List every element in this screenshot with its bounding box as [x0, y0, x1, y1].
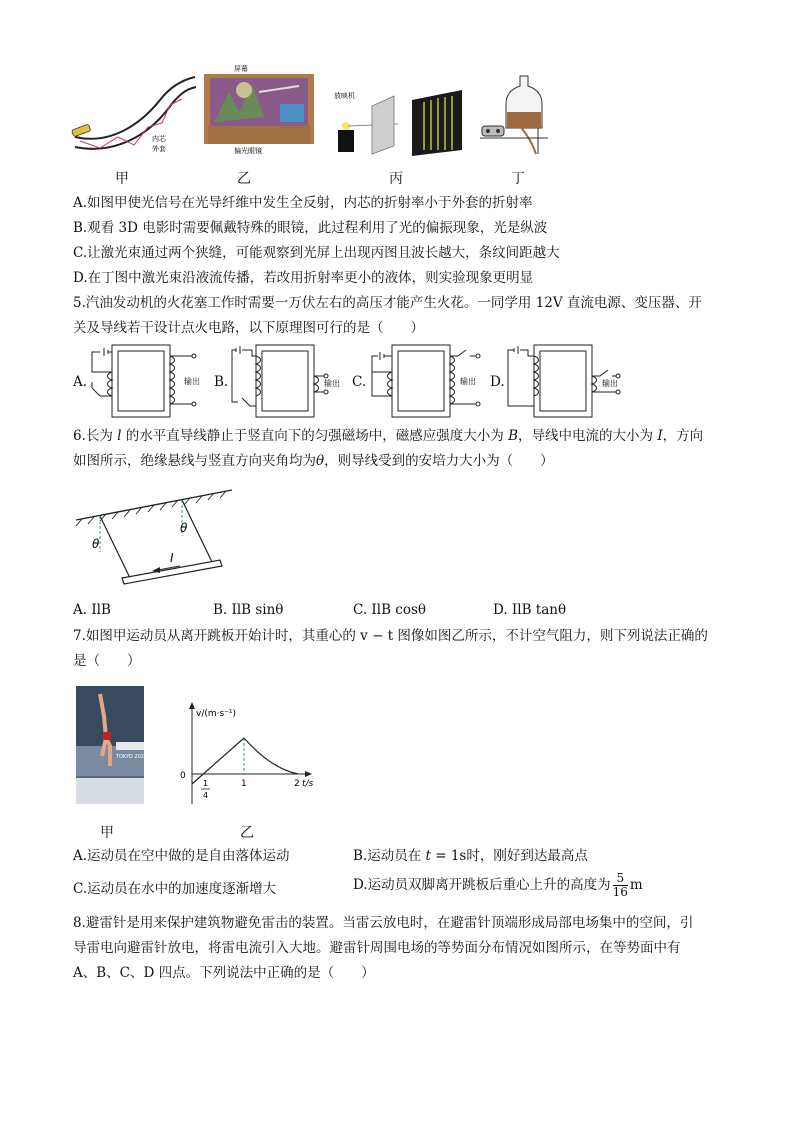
q7-graph-tick-quarter-den: 4 [203, 791, 209, 800]
q6-figure-wire [72, 488, 240, 594]
q6-option-d: D. IlB tanθ [493, 602, 567, 618]
q7-option-a: A.运动员在空中做的是自由落体运动 [73, 848, 290, 864]
q7-option-d-fraction: $\frac{5}{16}$ [612, 871, 628, 899]
fiber-label-clad: 外套 [152, 145, 166, 153]
q4-option-b: B.观看 3D 电影时需要佩戴特殊的眼镜，此过程利用了光的偏振现象，光是纵波 [73, 220, 548, 236]
q5-circuit-c [366, 342, 486, 420]
fiber-label-core: 内芯 [152, 135, 166, 143]
q4-option-c: C.让激光束通过两个狭缝，可能观察到光屏上出现丙图且波长越大，条纹间距越大 [73, 245, 560, 261]
q8-line2: 导雷电向避雷针放电，将雷电流引入大地。避雷针周围电场的等势面分布情况如图所示，在等势面中有 [73, 940, 681, 956]
q7-graph-xlabel: t/s [302, 779, 314, 789]
q5-stem-line2: 关及导线若干设计点火电路，以下原理图可行的是（ ） [73, 320, 424, 336]
q5-b-output: 输出 [324, 379, 340, 388]
q6-fig-theta-left: θ [92, 537, 100, 551]
q5-circuit-b [228, 342, 348, 420]
q6-option-b: B. IlB sinθ [213, 602, 284, 618]
q7-stem-line2: 是（ ） [73, 653, 141, 669]
q5-a-output: 输出 [184, 377, 200, 386]
q7-photo-diver [76, 686, 148, 804]
q7-option-c: C.运动员在水中的加速度逐渐增大 [73, 881, 277, 897]
q6-fig-theta-right: θ [180, 521, 188, 535]
q5-stem-line1: 5.汽油发动机的火花塞工作时需要一万伏左右的高压才能产生火花。一同学用 12V 直流电源、变压器、开 [73, 295, 702, 311]
q5-label-a: A. [73, 374, 88, 390]
figure-fiber [70, 75, 198, 155]
q7-stem-line1: 7.如图甲运动员从离开跳板开始计时，其重心的 v − t 图像如图乙所示，不计空气阻力，则下列说法正确的 [73, 628, 708, 644]
caption-ding: 丁 [511, 171, 525, 187]
caption-jia: 甲 [115, 171, 129, 187]
q5-c-output: 输出 [460, 377, 476, 386]
q7-graph-origin: 0 [180, 771, 186, 781]
q7-graph-tick-2: 2 [294, 779, 300, 789]
q7-graph-tick-1: 1 [241, 779, 247, 789]
q6-stem-line1: 6.长为 l 的水平直导线静止于竖直向下的匀强磁场中，磁感应强度大小为 B，导线中电流的大小为 I，方向 [73, 428, 704, 444]
q7-caption-jia: 甲 [100, 825, 114, 841]
q7-option-b: B.运动员在 t = 1s时，刚好到达最高点 [353, 848, 588, 864]
figure-liquid-stream [476, 72, 560, 156]
q5-circuit-a [86, 342, 210, 420]
q6-fig-current: I [170, 551, 174, 565]
q4-option-a: A.如图甲使光信号在光导纤维中发生全反射，内芯的折射率小于外套的折射率 [73, 195, 533, 211]
q7-graph-ylabel: v/(m·s⁻¹) [196, 709, 237, 719]
q5-label-d: D. [490, 374, 505, 390]
b-label-glasses: 偏光眼镜 [234, 147, 262, 155]
q7-caption-yi: 乙 [240, 825, 254, 841]
q5-label-c: C. [352, 374, 367, 390]
q5-d-output: 输出 [602, 379, 618, 388]
q8-line1: 8.避雷针是用来保护建筑物避免雷击的装置。当雷云放电时，在避雷针顶端形成局部电场集中的空间，引 [73, 915, 694, 931]
q6-option-c: C. IlB cosθ [353, 602, 427, 618]
c-label-projector: 放映机 [334, 92, 355, 100]
figure-3d-movie [204, 62, 314, 154]
caption-bing: 丙 [389, 171, 403, 187]
q5-label-b: B. [214, 374, 229, 390]
q7-photo-text: TOKYO 2020 [116, 754, 148, 760]
b-label-screen: 屏幕 [234, 65, 248, 73]
q6-stem-line2: 如图所示，绝缘悬线与竖直方向夹角均为θ，则导线受到的安培力大小为（ ） [73, 453, 554, 469]
q5-circuit-d [504, 342, 630, 420]
q7-option-d: D.运动员双脚离开跳板后重心上升的高度为 $\frac{5}{16}$ m [353, 871, 643, 899]
q8-line3: A、B、C、D 四点。下列说法中正确的是（ ） [73, 965, 375, 981]
q6-option-a: A. IlB [73, 602, 111, 618]
caption-yi: 乙 [237, 171, 251, 187]
q7-graph-tick-quarter-num: 1 [203, 779, 209, 788]
q7-vt-graph [170, 700, 320, 820]
figure-double-slit [334, 88, 466, 156]
q4-option-d: D.在丁图中激光束沿液流传播，若改用折射率更小的液体，则实验现象更明显 [73, 270, 534, 286]
